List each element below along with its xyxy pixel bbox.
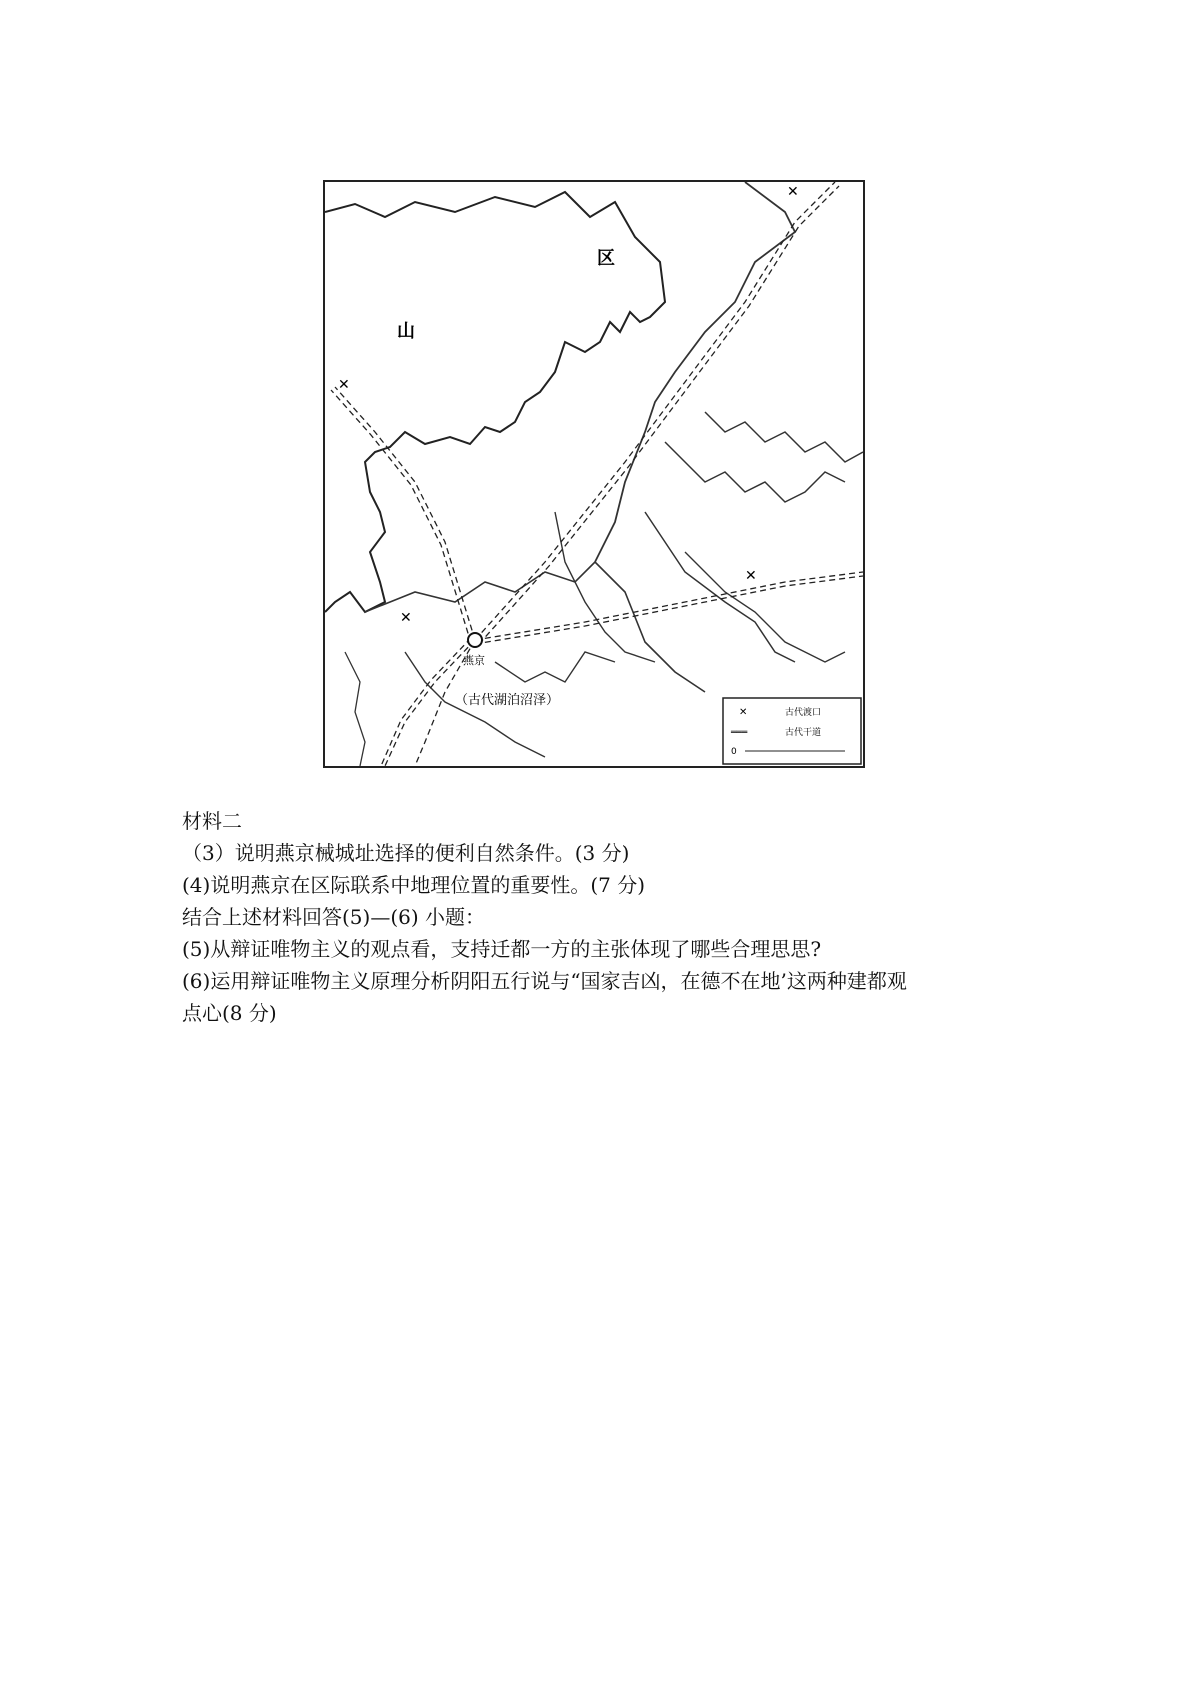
ferry-marker: ✕ (787, 184, 799, 200)
map-label-marsh: （古代湖泊沼泽） (455, 693, 560, 708)
material-heading: 材料二 (182, 809, 242, 833)
map-label-region: 区 (597, 248, 615, 269)
combined-instruction: 结合上述材料回答(5)—(6) 小题： (182, 905, 486, 929)
question-3: （3）说明燕京械城址选择的便利自然条件。(3 分) (182, 841, 630, 865)
map-label-city: 燕京 (463, 654, 485, 667)
question-5: (5)从辩证唯物主义的观点看，支持迁都一方的主张体现了哪些合理思思? (182, 937, 822, 961)
legend-scale-zero: 0 (731, 747, 737, 757)
legend-label-ferry: 古代渡口 (785, 708, 822, 718)
map-legend (723, 698, 861, 764)
map-drawing (325, 182, 863, 766)
question-6-line1: (6)运用辩证唯物主义原理分析阴阳五行说与“国家吉凶，在德不在地’这两种建都观 (182, 969, 907, 993)
question-6-line2: 点心(8 分) (182, 1001, 277, 1025)
legend-symbol-road: ═══ (731, 728, 748, 738)
question-4: (4)说明燕京在区际联系中地理位置的重要性。(7 分) (182, 873, 646, 897)
question-text (182, 805, 1042, 1029)
map-label-mountain: 山 (397, 321, 415, 342)
ferry-marker: ✕ (400, 610, 412, 626)
ferry-marker: ✕ (338, 377, 350, 393)
legend-label-road: 古代干道 (785, 728, 822, 738)
legend-symbol-ferry: ✕ (739, 707, 748, 718)
city-marker (468, 633, 482, 647)
ferry-marker: ✕ (745, 568, 757, 584)
historical-map (323, 180, 865, 768)
